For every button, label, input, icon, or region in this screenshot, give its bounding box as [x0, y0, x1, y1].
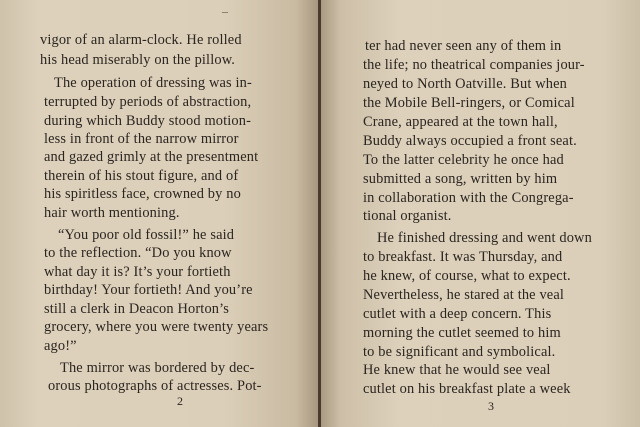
text-line: in collaboration with the Congrega- — [363, 190, 574, 206]
text-line: he knew, of course, what to expect. — [363, 268, 571, 284]
text-line: tional organist. — [363, 208, 452, 224]
text-line: cutlet with a deep concern. This — [363, 306, 552, 322]
text-line: “You poor old fossil!” he said — [58, 227, 235, 243]
text-line: The operation of dressing was in- — [54, 75, 252, 91]
text-line: the life; no theatrical companies jour- — [363, 57, 585, 73]
text-line: To the latter celebrity he once had — [363, 152, 564, 168]
text-line: hair worth mentioning. — [44, 205, 180, 221]
text-line: Nevertheless, he stared at the veal — [363, 287, 565, 303]
text-line: less in front of the narrow mirror — [44, 131, 239, 147]
right-page — [321, 0, 640, 427]
text-line: to breakfast. It was Thursday, and — [363, 249, 563, 265]
text-line: The mirror was bordered by dec- — [60, 360, 255, 376]
text-line: what day it is? It’s your fortieth — [44, 264, 231, 280]
text-line: morning the cutlet seemed to him — [363, 325, 561, 341]
text-line: Crane, appeared at the town hall, — [363, 114, 558, 130]
text-line: terrupted by periods of abstraction, — [44, 94, 252, 110]
text-line: to be significant and symbolical. — [363, 344, 556, 360]
text-line: neyed to North Oatville. But when — [363, 76, 567, 92]
text-line: birthday! Your fortieth! And you’re — [44, 282, 253, 298]
text-line: to the reflection. “Do you know — [44, 245, 232, 261]
text-line: his head miserably on the pillow. — [40, 52, 236, 68]
text-line: vigor of an alarm-clock. He rolled — [40, 32, 242, 48]
page-mark: – — [222, 4, 228, 18]
text-line: ago!” — [44, 338, 77, 354]
text-line: therein of his stout figure, and of — [44, 168, 239, 184]
text-line: grocery, where you were twenty years — [44, 319, 269, 335]
left-page — [0, 0, 319, 427]
text-line: ter had never seen any of them in — [365, 38, 562, 54]
text-line: cutlet on his breakfast plate a week — [363, 381, 571, 397]
page-number: 3 — [488, 399, 494, 413]
text-line: and gazed grimly at the presentment — [44, 149, 259, 165]
page-number: 2 — [177, 394, 183, 408]
text-line: Buddy always occupied a front seat. — [363, 133, 577, 149]
text-line: the Mobile Bell-ringers, or Comical — [363, 95, 575, 111]
text-line: He finished dressing and went down — [377, 230, 592, 246]
text-line: orous photographs of actresses. Pot- — [48, 378, 262, 394]
text-line: during which Buddy stood motion- — [44, 113, 252, 129]
text-line: his spiritless face, crowned by no — [44, 186, 241, 202]
text-line: still a clerk in Deacon Horton’s — [44, 301, 230, 317]
text-line: He knew that he would see veal — [363, 362, 551, 378]
text-line: submitted a song, written by him — [363, 171, 558, 187]
